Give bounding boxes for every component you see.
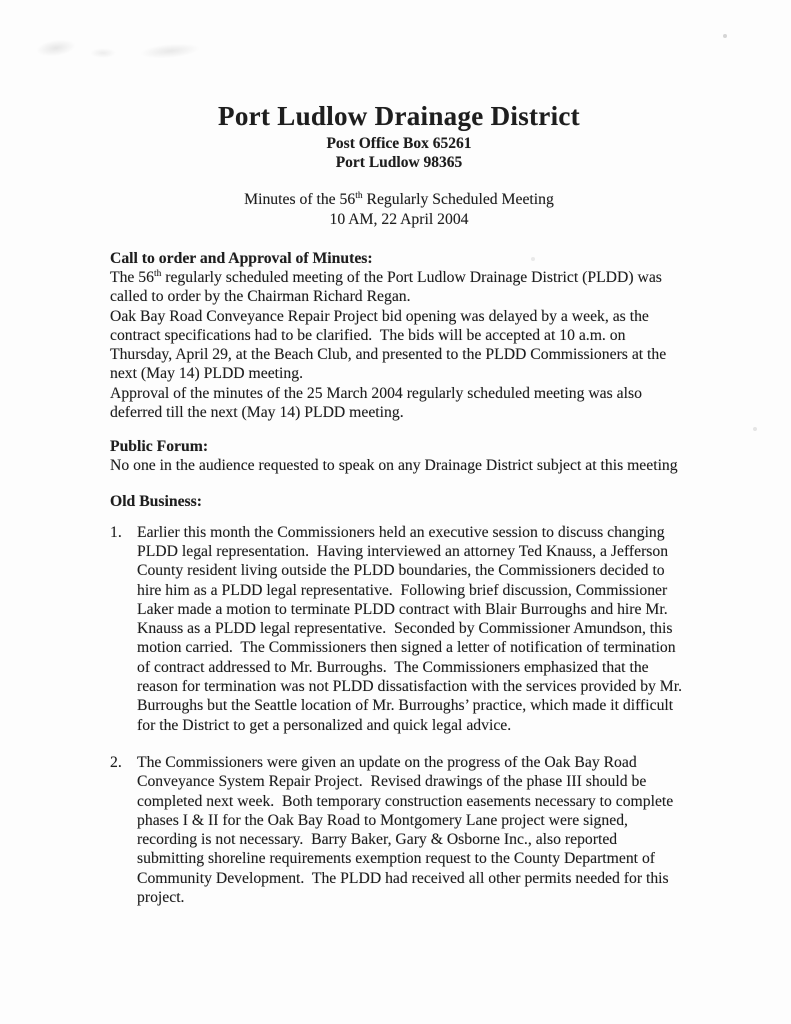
call-to-order-paragraph-2: Oak Bay Road Conveyance Repair Project bid opening was delayed by a week, as the contract specifications had to be clarified. The bids will be accepted at 10 a.m. on Thursday, April 29, at the Beach Club, and presented to the PLDD Commissioners at the next (May 14) PLDD meeting. (110, 307, 671, 383)
list-item-number: 2. (110, 753, 122, 771)
list-item (110, 753, 688, 907)
public-forum-paragraph: No one in the audience requested to speak on any Drainage District subject at this meeting (110, 457, 678, 475)
po-box-line: Post Office Box 65261 (326, 135, 472, 152)
meeting-subheader (110, 190, 688, 229)
minutes-title-post: Regularly Scheduled Meeting (362, 191, 554, 208)
section-heading-public-forum: Public Forum: (110, 438, 209, 456)
scan-speck (723, 34, 727, 38)
call-to-order-paragraph-3: Approval of the minutes of the 25 March 2004 regularly scheduled meeting was also deferred till the next (May 14) PLDD meeting. (110, 384, 646, 422)
section-heading-old-business: Old Business: (110, 492, 202, 510)
old-business-list (110, 523, 688, 908)
call-to-order-paragraph-1 (110, 268, 688, 307)
list-item (110, 523, 688, 735)
ordinal-suffix: th (154, 268, 162, 279)
document-header (110, 101, 688, 229)
meeting-datetime-line: 10 AM, 22 April 2004 (329, 210, 469, 228)
document-title: Port Ludlow Drainage District (218, 101, 580, 131)
document-content (110, 0, 688, 907)
list-item-text: Earlier this month the Commissioners held an executive session to discuss changing PLDD legal representation. Having interviewed an attorney Ted Knauss, a Jefferson County resident living outside the PLDD boundaries, the Commissioners decided to hire him as a PLDD legal representative. Following brief discussion, Commissioner Laker made a motion to terminate PLDD contract with Blair Burroughs and hire Mr. Knauss as a PLDD legal representative. Seconded by Commissioner Amundson, this motion carried. The Commissioners then signed a letter of notification of termination of contract addressed to Mr. Burroughs. The Commissioners emphasized that the reason for termination was not PLDD dissatisfaction with the services provided by Mr. Burroughs but the Seattle location of Mr. Burroughs’ practice, which made it difficult for the District to get a personalized and quick legal advice. (137, 523, 686, 734)
scan-speck (753, 427, 757, 431)
ordinal-suffix: th (355, 190, 363, 201)
para1-pre: The 56 (110, 269, 154, 286)
list-item-text: The Commissioners were given an update on the progress of the Oak Bay Road Conveyance System Repair Project. Revised drawings of the phase III should be completed next week. Both temporary construction easements necessary to complete phases I & II for the Oak Bay Road to Montgomery Lane project were signed, recording is not necessary. Barry Baker, Gary & Osborne Inc., also reported submitting shoreline requirements exemption request to the County Department of Community Development. The PLDD had received all other permits needed for this project. (137, 753, 678, 907)
section-heading-call-to-order: Call to order and Approval of Minutes: (110, 250, 373, 267)
city-zip-line: Port Ludlow 98365 (335, 154, 463, 171)
scan-smudge (35, 37, 77, 58)
minutes-title-pre: Minutes of the 56 (244, 191, 356, 208)
list-item-number: 1. (110, 523, 122, 541)
minutes-title-line (110, 190, 688, 210)
para1-post: regularly scheduled meeting of the Port Ludlow Drainage District (PLDD) was called to order by the Chairman Richard Regan. (110, 269, 666, 306)
